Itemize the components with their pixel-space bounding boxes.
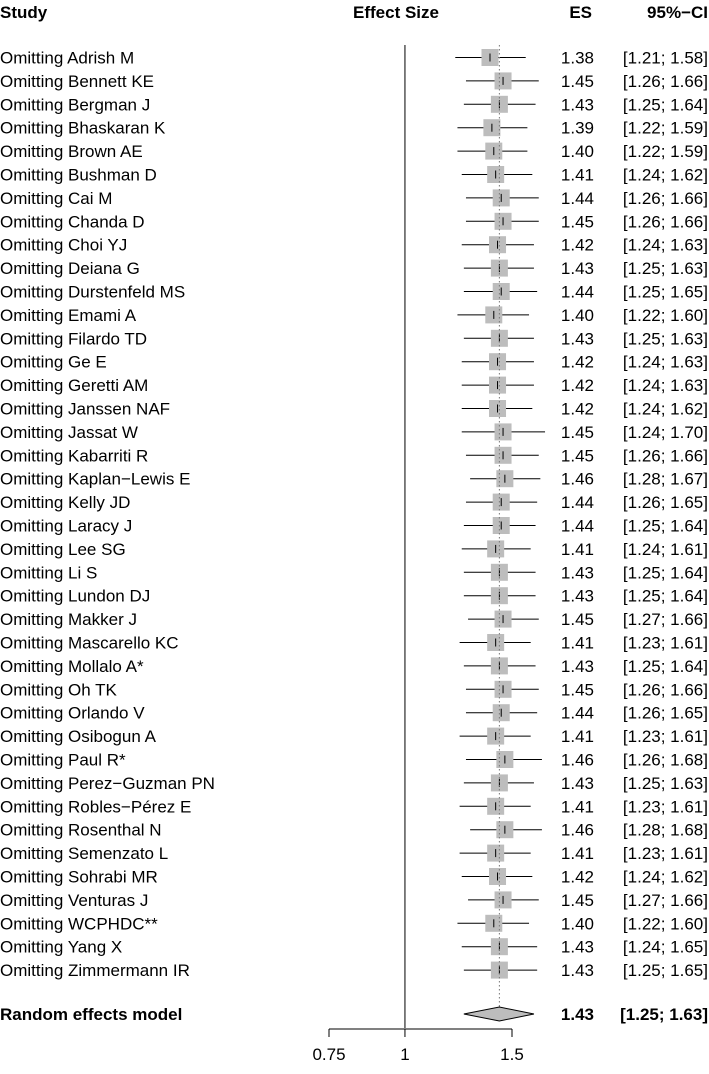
- study-row: [0, 563, 708, 582]
- study-row: [0, 961, 708, 980]
- study-row: [0, 634, 708, 653]
- study-label: Omitting Bergman J: [0, 95, 151, 115]
- ci-value: [1.25; 1.64]: [622, 586, 708, 606]
- ci-value: [1.25; 1.64]: [622, 656, 708, 676]
- study-label: Omitting Cai M: [0, 188, 113, 208]
- study-row: [0, 914, 708, 933]
- es-value: 1.46: [560, 820, 594, 840]
- study-row: [0, 797, 708, 816]
- study-label: Omitting Durstenfeld MS: [0, 282, 186, 302]
- x-axis: [312, 1029, 523, 1064]
- es-value: 1.43: [560, 937, 594, 957]
- ci-value: [1.23; 1.61]: [622, 633, 708, 653]
- pooled-row: [0, 1005, 708, 1024]
- ci-value: [1.23; 1.61]: [622, 844, 708, 864]
- study-row: [0, 844, 708, 863]
- study-label: Omitting Chanda D: [0, 212, 145, 232]
- es-value: 1.43: [560, 95, 594, 115]
- study-rows: [0, 49, 708, 1025]
- study-row: [0, 306, 708, 325]
- study-label: Omitting Makker J: [0, 610, 137, 630]
- es-value: 1.43: [560, 656, 594, 676]
- study-row: [0, 376, 708, 395]
- axis-tick-label: 1: [400, 1045, 410, 1064]
- ci-value: [1.22; 1.59]: [622, 142, 708, 162]
- study-row: [0, 587, 708, 606]
- ci-value: [1.27; 1.66]: [622, 610, 708, 630]
- study-row: [0, 283, 708, 302]
- ci-value: [1.26; 1.68]: [622, 750, 708, 770]
- study-row: [0, 95, 708, 114]
- study-label: Omitting Rosenthal N: [0, 820, 162, 840]
- es-value: 1.43: [560, 586, 594, 606]
- ci-value: [1.22; 1.59]: [622, 118, 708, 138]
- ci-value: [1.24; 1.62]: [622, 867, 708, 887]
- study-label: Omitting Osibogun A: [0, 727, 156, 747]
- ci-value: [1.24; 1.65]: [622, 937, 708, 957]
- study-row: [0, 142, 708, 161]
- ci-value: [1.24; 1.70]: [622, 422, 708, 442]
- header-effect-size: Effect Size: [353, 3, 439, 22]
- study-label: Omitting Venturas J: [0, 890, 149, 910]
- study-row: [0, 470, 708, 489]
- es-value: 1.42: [560, 235, 594, 255]
- study-label: Omitting Deiana G: [0, 259, 140, 279]
- study-label: Omitting Perez−Guzman PN: [0, 773, 215, 793]
- study-label: Omitting Laracy J: [0, 516, 133, 536]
- es-value: 1.44: [560, 516, 594, 536]
- study-label: Omitting Orlando V: [0, 703, 145, 723]
- study-label: Omitting Emami A: [0, 305, 137, 325]
- study-row: [0, 868, 708, 887]
- es-value: 1.46: [560, 750, 594, 770]
- es-value: 1.45: [560, 212, 594, 232]
- study-row: [0, 259, 708, 278]
- es-value: 1.40: [560, 305, 594, 325]
- ci-value: [1.25; 1.64]: [622, 95, 708, 115]
- study-row: [0, 891, 708, 910]
- es-value: 1.41: [560, 633, 594, 653]
- study-label: Omitting Janssen NAF: [0, 399, 171, 419]
- ci-value: [1.25; 1.65]: [622, 961, 708, 981]
- ci-value: [1.25; 1.64]: [622, 516, 708, 536]
- header-es: ES: [569, 3, 592, 22]
- study-label: Omitting Lee SG: [0, 539, 126, 559]
- study-row: [0, 704, 708, 723]
- es-value: 1.44: [560, 703, 594, 723]
- study-label: Omitting Robles−Pérez E: [0, 797, 192, 817]
- study-label: Omitting Li S: [0, 563, 98, 583]
- es-value: 1.46: [560, 469, 594, 489]
- study-row: [0, 680, 708, 699]
- study-label: Omitting Sohrabi MR: [0, 867, 158, 887]
- study-label: Omitting Jassat W: [0, 422, 138, 442]
- es-value: 1.43: [560, 563, 594, 583]
- study-label: Omitting Zimmermann IR: [0, 961, 190, 981]
- study-row: [0, 540, 708, 559]
- ci-value: [1.26; 1.66]: [622, 446, 708, 466]
- es-value: 1.42: [560, 867, 594, 887]
- es-value: 1.39: [560, 118, 594, 138]
- ci-value: [1.26; 1.66]: [622, 212, 708, 232]
- ci-value: [1.24; 1.62]: [622, 165, 708, 185]
- es-value: 1.45: [560, 71, 594, 91]
- study-label: Omitting Kelly JD: [0, 493, 131, 513]
- study-label: Omitting Kabarriti R: [0, 446, 149, 466]
- es-value: 1.45: [560, 446, 594, 466]
- es-value: 1.44: [560, 282, 594, 302]
- es-value: 1.41: [560, 797, 594, 817]
- header-study: Study: [0, 3, 48, 22]
- es-value: 1.43: [560, 259, 594, 279]
- study-label: Omitting Choi YJ: [0, 235, 128, 255]
- study-row: [0, 657, 708, 676]
- study-label: Omitting Ge E: [0, 352, 107, 372]
- ci-value: [1.25; 1.63]: [622, 773, 708, 793]
- ci-value: [1.26; 1.65]: [622, 703, 708, 723]
- ci-value: [1.26; 1.66]: [622, 188, 708, 208]
- study-label: Omitting Paul R*: [0, 750, 126, 770]
- study-row: [0, 610, 708, 629]
- ci-value: [1.23; 1.61]: [622, 797, 708, 817]
- study-row: [0, 236, 708, 255]
- study-row: [0, 119, 708, 138]
- study-row: [0, 774, 708, 793]
- es-value: 1.41: [560, 165, 594, 185]
- ci-value: [1.24; 1.62]: [622, 399, 708, 419]
- es-value: 1.45: [560, 610, 594, 630]
- es-value: 1.44: [560, 188, 594, 208]
- ci-value: [1.26; 1.65]: [622, 493, 708, 513]
- axis-tick-label: 1.5: [500, 1045, 524, 1064]
- ci-value: [1.28; 1.67]: [622, 469, 708, 489]
- study-row: [0, 72, 708, 91]
- study-label: Omitting Lundon DJ: [0, 586, 151, 606]
- es-value: 1.38: [560, 48, 594, 68]
- es-value: 1.41: [560, 844, 594, 864]
- study-label: Omitting Bennett KE: [0, 71, 155, 91]
- es-value: 1.41: [560, 539, 594, 559]
- es-value: 1.41: [560, 727, 594, 747]
- ci-value: [1.24; 1.63]: [622, 352, 708, 372]
- study-row: [0, 49, 708, 68]
- es-value: 1.42: [560, 376, 594, 396]
- es-value: 1.45: [560, 890, 594, 910]
- ci-value: [1.25; 1.63]: [622, 329, 708, 349]
- pooled-label: Random effects model: [0, 1005, 183, 1024]
- study-label: Omitting Yang X: [0, 937, 123, 957]
- study-label: Omitting Oh TK: [0, 680, 117, 700]
- ci-value: [1.28; 1.68]: [622, 820, 708, 840]
- study-label: Omitting Bushman D: [0, 165, 157, 185]
- study-label: Omitting Geretti AM: [0, 376, 149, 396]
- ci-value: [1.24; 1.63]: [622, 235, 708, 255]
- es-value: 1.43: [560, 773, 594, 793]
- ci-value: [1.25; 1.64]: [622, 563, 708, 583]
- study-label: Omitting Bhaskaran K: [0, 118, 166, 138]
- study-row: [0, 446, 708, 465]
- study-label: Omitting Semenzato L: [0, 844, 169, 864]
- es-value: 1.40: [560, 142, 594, 162]
- study-row: [0, 423, 708, 442]
- study-label: Omitting Adrish M: [0, 48, 135, 68]
- es-value: 1.45: [560, 422, 594, 442]
- es-value: 1.42: [560, 352, 594, 372]
- axis-tick-label: 0.75: [312, 1045, 346, 1064]
- study-row: [0, 212, 708, 231]
- pooled-ci-value: [1.25; 1.63]: [620, 1005, 708, 1024]
- study-row: [0, 353, 708, 372]
- study-row: [0, 938, 708, 957]
- pooled-diamond: [464, 1007, 534, 1021]
- study-row: [0, 727, 708, 746]
- es-value: 1.43: [560, 329, 594, 349]
- study-row: [0, 329, 708, 348]
- es-value: 1.44: [560, 493, 594, 513]
- study-label: Omitting WCPHDC**: [0, 914, 158, 934]
- study-row: [0, 400, 708, 419]
- pooled-es-value: 1.43: [560, 1005, 594, 1024]
- study-label: Omitting Mollalo A*: [0, 656, 144, 676]
- ci-value: [1.22; 1.60]: [622, 914, 708, 934]
- study-label: Omitting Kaplan−Lewis E: [0, 469, 191, 489]
- es-value: 1.43: [560, 961, 594, 981]
- ci-value: [1.25; 1.65]: [622, 282, 708, 302]
- ci-value: [1.21; 1.58]: [622, 48, 708, 68]
- header-ci: 95%−CI: [647, 3, 708, 22]
- ci-value: [1.26; 1.66]: [622, 680, 708, 700]
- ci-value: [1.24; 1.63]: [622, 376, 708, 396]
- study-label: Omitting Mascarello KC: [0, 633, 179, 653]
- study-row: [0, 166, 708, 185]
- study-row: [0, 189, 708, 208]
- es-value: 1.42: [560, 399, 594, 419]
- study-row: [0, 821, 708, 840]
- ci-value: [1.22; 1.60]: [622, 305, 708, 325]
- ci-value: [1.26; 1.66]: [622, 71, 708, 91]
- study-row: [0, 751, 708, 770]
- es-value: 1.45: [560, 680, 594, 700]
- ci-value: [1.27; 1.66]: [622, 890, 708, 910]
- ci-value: [1.25; 1.63]: [622, 259, 708, 279]
- ci-value: [1.24; 1.61]: [622, 539, 708, 559]
- study-label: Omitting Brown AE: [0, 142, 143, 162]
- es-value: 1.40: [560, 914, 594, 934]
- study-row: [0, 493, 708, 512]
- study-row: [0, 517, 708, 536]
- study-label: Omitting Filardo TD: [0, 329, 148, 349]
- ci-value: [1.23; 1.61]: [622, 727, 708, 747]
